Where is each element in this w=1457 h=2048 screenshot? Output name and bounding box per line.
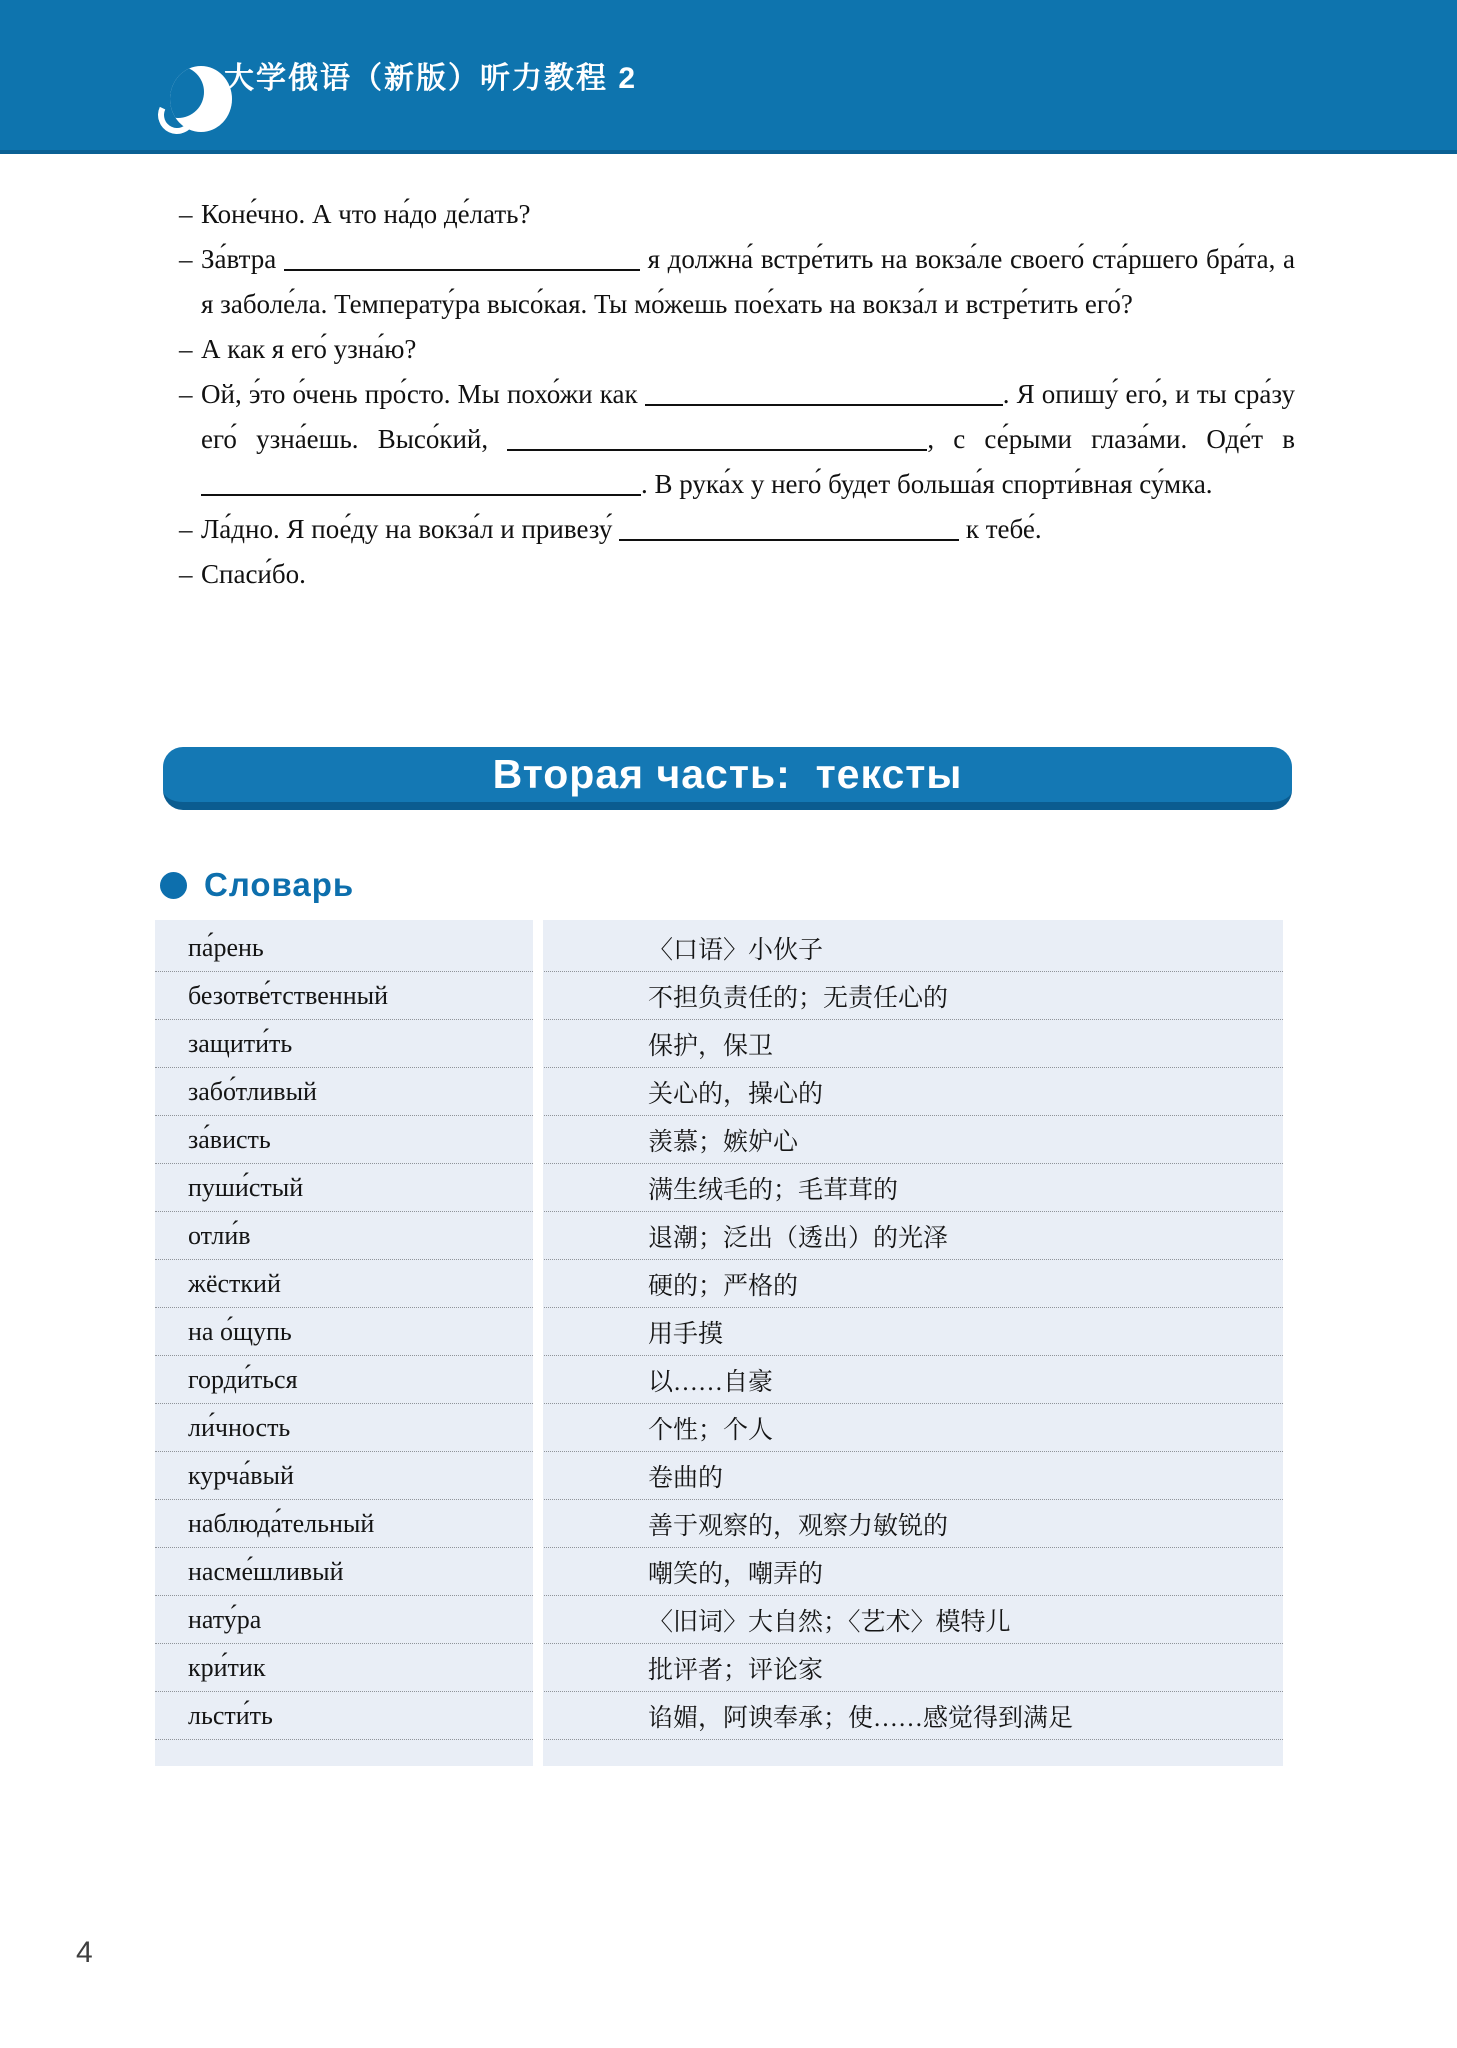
dialogue-text-segment: Спаси́бо. — [201, 559, 306, 589]
vocab-translation-zh: 硬的；严格的 — [648, 1272, 799, 1300]
vocab-word-ru: за́висть — [188, 1124, 271, 1154]
vocab-row — [155, 1116, 1283, 1164]
dialogue-dash: – — [179, 379, 193, 409]
dialogue-turn — [179, 552, 1295, 597]
dialogue-text-segment: А как я его́ узна́ю? — [201, 334, 417, 364]
section-banner-label: Вторая часть: тексты — [492, 751, 963, 797]
vocab-word-ru: льсти́ть — [188, 1700, 273, 1730]
vocab-translation-zh: 退潮；泛出（透出）的光泽 — [648, 1224, 949, 1252]
dialogue-turn — [179, 372, 1295, 507]
dialogue-text-segment: . В рука́х у него́ будет больша́я спорти́вная су́мка. — [641, 469, 1213, 499]
dialogue-dash: – — [179, 199, 193, 229]
vocab-translation-zh: 〈口语〉小伙子 — [648, 936, 824, 964]
vocab-row — [155, 1644, 1283, 1692]
page-number: 4 — [76, 1936, 93, 1969]
dialogue-text-segment: к тебе́. — [959, 514, 1042, 544]
vocab-translation-zh: 保护，保卫 — [648, 1032, 774, 1060]
vocab-translation-zh: 善于观察的，观察力敏锐的 — [648, 1512, 949, 1540]
vocab-word-ru: кри́тик — [188, 1652, 266, 1682]
dialogue-turn-text — [201, 199, 530, 229]
vocab-word-ru: горди́ться — [188, 1364, 298, 1394]
dialogue-turn — [179, 237, 1295, 327]
dialogue-text-segment: , с се́рыми глаза́ми. Оде́т в — [927, 424, 1295, 454]
vocab-row — [155, 1596, 1283, 1644]
section-banner — [163, 747, 1292, 810]
dialogue-section — [179, 192, 1295, 597]
vocab-translation-zh: 用手摸 — [648, 1320, 724, 1348]
vocab-word-ru: жёсткий — [188, 1268, 281, 1298]
dialogue-turn-text — [201, 559, 306, 589]
vocab-translation-zh: 批评者；评论家 — [648, 1656, 824, 1684]
vocab-row — [155, 924, 1283, 972]
vocab-row — [155, 1308, 1283, 1356]
dialogue-turn — [179, 192, 1295, 237]
vocab-word-ru: защити́ть — [188, 1028, 293, 1058]
vocab-row — [155, 1068, 1283, 1116]
vocab-heading — [160, 866, 354, 904]
vocab-translation-zh: 嘲笑的，嘲弄的 — [648, 1560, 824, 1588]
fill-in-blank-line[interactable] — [201, 494, 641, 496]
brand-logo-icon — [158, 60, 232, 148]
vocab-translation-zh: 不担负责任的；无责任心的 — [648, 984, 949, 1012]
vocab-row — [155, 1548, 1283, 1596]
fill-in-blank-line[interactable] — [645, 404, 1003, 406]
dialogue-text-segment: я должна́ встре́тить на вокза́ле своего́ ста́ршего бра́та, а я заболе́ла. Температу́ра высо́кая. Ты мо́жешь пое́хать на вокза́л и встре́тить его́? — [201, 244, 1295, 319]
vocab-word-ru: пуши́стый — [188, 1172, 304, 1202]
vocab-word-ru: ли́чность — [188, 1412, 291, 1442]
dialogue-turn-text — [201, 244, 1295, 319]
vocab-word-ru: па́рень — [188, 932, 264, 962]
dialogue-turn — [179, 507, 1295, 552]
vocab-translation-zh: 以……自豪 — [648, 1368, 774, 1396]
vocab-row — [155, 1212, 1283, 1260]
dialogue-text-segment: Коне́чно. А что на́до де́лать? — [201, 199, 531, 229]
vocab-heading-label: Словарь — [204, 866, 355, 903]
vocab-row — [155, 1020, 1283, 1068]
dialogue-dash: – — [179, 334, 193, 364]
vocab-translation-zh: 卷曲的 — [648, 1464, 724, 1492]
vocab-translation-zh: 个性；个人 — [648, 1416, 774, 1444]
dialogue-dash: – — [179, 514, 193, 544]
dialogue-turn-text — [201, 514, 1042, 544]
vocab-row — [155, 972, 1283, 1020]
vocab-word-ru: курча́вый — [188, 1460, 294, 1490]
fill-in-blank-line[interactable] — [284, 269, 640, 271]
dialogue-turn — [179, 327, 1295, 372]
vocab-row — [155, 1260, 1283, 1308]
fill-in-blank-line[interactable] — [507, 449, 927, 451]
vocab-translation-zh: 羡慕；嫉妒心 — [648, 1128, 799, 1156]
vocab-row — [155, 1164, 1283, 1212]
dialogue-dash: – — [179, 244, 193, 274]
dialogue-text-segment: . Я опишу́ его́, и ты сра́зу его́ узна́ешь. Высо́кий, — [201, 379, 1295, 454]
fill-in-blank-line[interactable] — [619, 539, 959, 541]
dialogue-text-segment: Ой, э́то о́чень про́сто. Мы похо́жи как — [201, 379, 645, 409]
vocab-word-ru: наблюда́тельный — [188, 1508, 375, 1538]
vocab-table — [155, 920, 1283, 1766]
vocab-translation-zh: 关心的，操心的 — [648, 1080, 824, 1108]
vocab-row — [155, 1356, 1283, 1404]
vocab-translation-zh: 满生绒毛的；毛茸茸的 — [648, 1176, 899, 1204]
dialogue-text-segment: За́втра — [201, 244, 284, 274]
dialogue-turn-text — [201, 379, 1295, 499]
column-divider — [533, 920, 543, 1766]
vocab-word-ru: насме́шливый — [188, 1556, 344, 1586]
vocab-row — [155, 1692, 1283, 1740]
vocab-translation-zh: 谄媚，阿谀奉承；使……感觉得到满足 — [648, 1704, 1074, 1732]
dialogue-dash: – — [179, 559, 193, 589]
vocab-word-ru: нату́ра — [188, 1604, 262, 1634]
vocab-row — [155, 1500, 1283, 1548]
vocab-word-ru: безотве́тственный — [188, 980, 389, 1010]
circle-bullet-icon — [160, 872, 187, 899]
vocab-word-ru: забо́тливый — [188, 1076, 317, 1106]
vocab-word-ru: на о́щупь — [188, 1316, 292, 1346]
vocab-row — [155, 1404, 1283, 1452]
dialogue-turn-text — [201, 334, 416, 364]
page-header — [0, 0, 1457, 154]
dialogue-text-segment: Ла́дно. Я пое́ду на вокза́л и привезу́ — [201, 514, 620, 544]
book-title: 大学俄语（新版）听力教程 2 — [224, 62, 638, 95]
vocab-row — [155, 1452, 1283, 1500]
vocab-translation-zh: 〈旧词〉大自然；〈艺术〉模特儿 — [648, 1608, 1011, 1636]
vocab-word-ru: отли́в — [188, 1220, 251, 1250]
